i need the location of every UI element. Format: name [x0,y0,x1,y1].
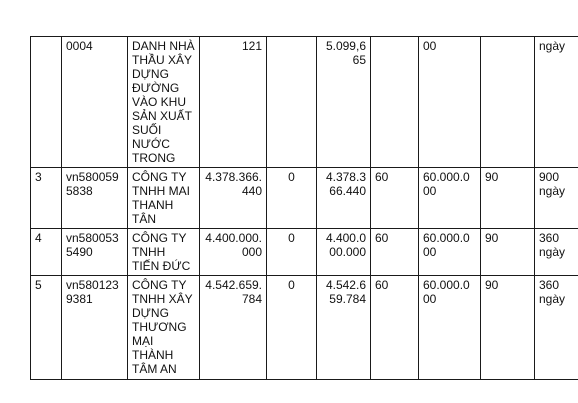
cell-guarantee: 00 [419,37,481,168]
cell-stt: 5 [31,276,62,380]
cell-final-price: 5.099,665 [317,37,371,168]
cell-time: 360 ngày [535,229,578,276]
cell-code: 0004 [62,37,128,168]
cell-discount: 0 [267,168,317,229]
cell-time: ngày [535,37,578,168]
cell-tech-score: 60 [371,276,419,380]
cell-time: 900 ngày [535,168,578,229]
cell-name: CÔNG TY TNHH TIẾN ĐỨC [128,229,200,276]
cell-discount: 0 [267,276,317,380]
table-row [31,276,578,380]
cell-name: DANH NHÀ THẦU XÂY DỰNG ĐƯỜNG VÀO KHU SẢN XUẤT SUỐI NƯỚC TRONG [128,37,200,168]
cell-tech-score [371,37,419,168]
cell-price: 4.378.366.440 [200,168,267,229]
table-row [31,168,578,229]
cell-code: vn5800595838 [62,168,128,229]
cell-final-price: 4.542.659.784 [317,276,371,380]
cell-price: 4.542.659.784 [200,276,267,380]
cell-validity: 90 [481,276,535,380]
cell-guarantee: 60.000.000 [419,229,481,276]
cell-stt: 3 [31,168,62,229]
cell-discount [267,37,317,168]
cell-stt [31,37,62,168]
bid-results-table [30,36,578,380]
cell-stt: 4 [31,229,62,276]
cell-tech-score: 60 [371,168,419,229]
cell-guarantee: 60.000.000 [419,276,481,380]
cell-validity: 90 [481,168,535,229]
cell-time: 360 ngày [535,276,578,380]
cell-tech-score: 60 [371,229,419,276]
cell-final-price: 4.400.000.000 [317,229,371,276]
cell-discount: 0 [267,229,317,276]
cell-code: vn5801239381 [62,276,128,380]
cell-code: vn5800535490 [62,229,128,276]
table-row [31,37,578,168]
cell-price: 121 [200,37,267,168]
cell-guarantee: 60.000.000 [419,168,481,229]
cell-name: CÔNG TY TNHH MAI THANH TÂN [128,168,200,229]
cell-final-price: 4.378.366.440 [317,168,371,229]
cell-price: 4.400.000.000 [200,229,267,276]
cell-validity: 90 [481,229,535,276]
table-row [31,229,578,276]
cell-name: CÔNG TY TNHH XÂY DỰNG THƯƠNG MẠI THÀNH TÂM AN [128,276,200,380]
cell-validity [481,37,535,168]
